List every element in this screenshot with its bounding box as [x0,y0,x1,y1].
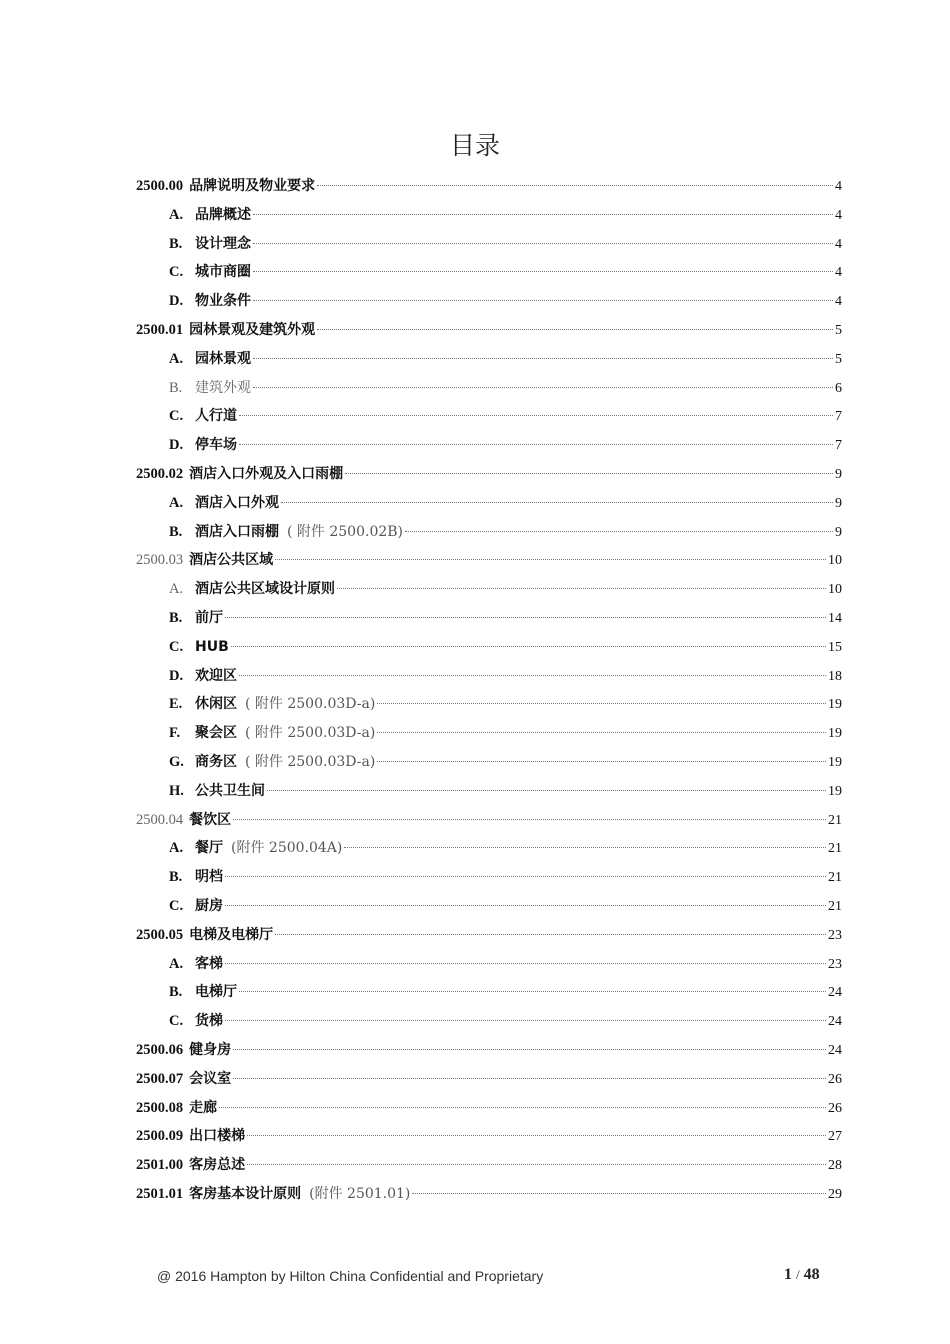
toc-entry-label: 欢迎区 [195,667,237,684]
toc-dot-leader [253,213,833,215]
toc-entry-label: 出口楼梯 [189,1128,246,1145]
toc-entry-code: A. [169,494,184,511]
toc-entry-page: 19 [828,726,842,742]
toc-entry-code: A. [169,840,184,857]
toc-entry-page: 24 [828,1014,842,1030]
toc-entry[interactable] [136,201,842,230]
toc-entry-note: (附件 2500.04A) [231,840,343,857]
toc-entry-page: 23 [828,956,842,972]
toc-dot-leader [239,990,826,992]
toc-dot-leader [377,760,826,762]
toc-entry-code: 2500.08 [136,1099,184,1116]
toc-entry-code: D. [169,667,184,684]
toc-entry-page: 9 [835,495,842,511]
toc-entry-page: 15 [828,639,842,655]
toc-entry-code: B. [169,523,183,540]
toc-entry-label: 人行道 [195,408,237,425]
toc-entry-note: (附件 2501.01) [309,1185,411,1202]
toc-entry-page: 26 [828,1100,842,1116]
toc-entry[interactable] [136,1007,842,1036]
toc-entry-code: C. [169,264,184,281]
toc-entry-page: 24 [828,985,842,1001]
toc-dot-leader [377,731,826,733]
toc-entry[interactable] [136,1151,842,1180]
toc-entry[interactable] [136,777,842,806]
toc-entry-code: C. [169,408,184,425]
toc-dot-leader [253,386,833,388]
toc-entry-code: H. [169,782,184,799]
footer-copyright: @ 2016 Hampton by Hilton China Confidential and Proprietary [157,1268,544,1284]
toc-entry-code: D. [169,293,184,310]
toc-entry-label: 酒店公共区域 [189,552,274,569]
toc-dot-leader [275,933,826,935]
toc-entry-page: 21 [828,898,842,914]
toc-dot-leader [317,328,833,330]
toc-entry[interactable] [136,575,842,604]
toc-entry-code: A. [169,350,184,367]
toc-dot-leader [345,472,833,474]
toc-entry-label: 酒店入口雨棚 [195,523,279,540]
toc-entry-code: C. [169,638,184,655]
toc-dot-leader [253,357,833,359]
toc-entry-code: 2500.05 [136,926,184,943]
toc-entry-page: 7 [835,438,842,454]
toc-entry-code: 2500.00 [136,178,184,194]
toc-entry-label: 商务区 [195,753,237,770]
toc-entry[interactable] [136,1065,842,1094]
toc-entry-label: 走廊 [189,1099,218,1116]
toc-entry-page: 4 [835,265,842,281]
toc-entry-code: B. [169,984,183,1001]
toc-entry-code: 2500.07 [136,1070,184,1087]
toc-entry-code: E. [169,696,183,713]
toc-entry-label: 聚会区 [195,725,237,742]
toc-entry-label: 品牌概述 [195,206,251,223]
toc-entry-note: ( 附件 2500.03D-a) [245,753,376,770]
toc-entry-code: 2500.01 [136,321,184,338]
toc-dot-leader [377,702,826,704]
toc-entry-label: 明档 [195,869,223,886]
toc-dot-leader [225,616,826,618]
toc-entry-page: 18 [828,668,842,684]
toc-entry-label: 设计理念 [195,235,251,252]
toc-entry-page: 19 [828,754,842,770]
toc-entry-page: 6 [835,380,842,396]
toc-dot-leader [337,587,826,589]
toc-dot-leader [412,1192,826,1194]
toc-entry[interactable] [136,978,842,1007]
toc-dot-leader [253,270,833,272]
toc-dot-leader [247,1134,826,1136]
toc-entry-label: 城市商圈 [195,264,251,281]
toc-entry[interactable] [136,748,842,777]
toc-entry-label: 公共卫生间 [195,782,265,799]
toc-entry[interactable] [136,489,842,518]
toc-dot-leader [239,414,833,416]
toc-entry-page: 26 [828,1071,842,1087]
toc-entry[interactable] [136,546,842,575]
toc-dot-leader [219,1106,826,1108]
toc-entry-page: 9 [835,466,842,482]
toc-dot-leader [281,501,833,503]
page-current: 1 [784,1266,792,1283]
toc-entry[interactable] [136,662,842,691]
toc-entry-code: B. [169,235,183,252]
toc-entry-page: 4 [835,236,842,252]
toc-entry-code: B. [169,609,183,626]
toc-entry[interactable] [136,892,842,921]
toc-entry-page: 4 [835,294,842,310]
toc-entry-label: HUB [195,638,229,655]
toc-dot-leader [225,875,826,877]
toc-entry-page: 4 [835,207,842,223]
toc-entry-label: 厨房 [195,897,223,914]
toc-entry-label: 酒店入口外观及入口雨棚 [189,465,344,482]
toc-dot-leader [275,558,826,560]
toc-entry-label: 建筑外观 [195,379,251,396]
toc-dot-leader [239,674,826,676]
toc-entry-label: 会议室 [189,1070,232,1087]
toc-entry-code: A. [169,206,184,223]
toc-entry-page: 19 [828,697,842,713]
toc-entry-label: 货梯 [195,1013,223,1030]
toc-entry[interactable] [136,230,842,259]
page-title: 目录 [449,131,500,160]
toc-entry[interactable] [136,460,842,489]
toc-dot-leader [239,443,833,445]
toc-entry[interactable] [136,950,842,979]
toc-dot-leader [233,1048,826,1050]
toc-entry-label: 客房基本设计原则 [189,1185,302,1202]
table-of-contents [136,172,842,1209]
toc-dot-leader [267,789,826,791]
toc-entry-label: 园林景观及建筑外观 [189,321,316,338]
toc-entry[interactable] [136,633,842,662]
toc-entry-page: 21 [828,812,842,828]
toc-entry-page: 28 [828,1158,842,1174]
page-total: 48 [803,1266,820,1283]
toc-entry-label: 休闲区 [195,696,237,713]
toc-entry-label: 物业条件 [195,293,251,310]
page-separator: / [796,1267,800,1282]
toc-entry[interactable] [136,806,842,835]
toc-entry-page: 19 [828,783,842,799]
toc-entry[interactable] [136,719,842,748]
toc-entry-page: 10 [828,553,842,569]
page-number [784,1266,820,1284]
toc-entry[interactable] [136,402,842,431]
toc-entry-page: 27 [828,1129,842,1145]
toc-entry-page: 14 [828,610,842,626]
toc-dot-leader [233,1077,826,1079]
toc-entry[interactable] [136,921,842,950]
toc-dot-leader [253,299,833,301]
toc-entry-note: ( 附件 2500.03D-a) [245,696,376,713]
toc-entry-page: 21 [828,870,842,886]
toc-dot-leader [344,846,826,848]
toc-entry-label: 停车场 [195,437,237,454]
toc-entry-label: 电梯厅 [195,984,237,1001]
toc-entry[interactable] [136,604,842,633]
toc-entry[interactable] [136,431,842,460]
toc-entry[interactable] [136,1180,842,1209]
toc-entry[interactable] [136,374,842,403]
toc-entry-page: 5 [835,322,842,338]
toc-entry-code: C. [169,1013,184,1030]
toc-entry-code: B. [169,869,183,886]
toc-entry[interactable] [136,518,842,547]
toc-entry-label: 前厅 [195,609,223,626]
toc-dot-leader [317,184,833,186]
toc-entry[interactable] [136,1094,842,1123]
toc-entry[interactable] [136,287,842,316]
toc-entry-note: ( 附件 2500.03D-a) [245,725,376,742]
toc-entry-code: G. [169,753,184,770]
toc-entry[interactable] [136,834,842,863]
toc-entry[interactable] [136,1036,842,1065]
toc-entry-code: 2501.01 [136,1185,184,1202]
toc-entry-page: 10 [828,582,842,598]
toc-dot-leader [225,962,826,964]
toc-entry-page: 23 [828,927,842,943]
toc-entry[interactable] [136,690,842,719]
toc-entry-page: 24 [828,1042,842,1058]
toc-entry-page: 21 [828,841,842,857]
toc-dot-leader [231,645,826,647]
toc-entry[interactable] [136,345,842,374]
toc-entry-page: 9 [835,524,842,540]
toc-entry-code: A. [169,955,184,972]
toc-entry-label: 酒店入口外观 [195,494,279,511]
toc-entry-label: 电梯及电梯厅 [189,926,274,943]
toc-dot-leader [405,530,833,532]
toc-entry-code: 2500.06 [136,1041,184,1058]
toc-entry-label: 健身房 [189,1041,232,1058]
toc-entry-code: 2500.03 [136,552,184,569]
toc-dot-leader [225,904,826,906]
toc-entry-label: 餐饮区 [189,811,232,828]
toc-entry-note: ( 附件 2500.02B) [287,523,404,540]
toc-entry-label: 客房总述 [189,1157,246,1174]
toc-entry-label: 餐厅 [195,840,223,857]
toc-entry-code: 2500.02 [136,465,184,482]
toc-entry-code: 2500.04 [136,811,184,828]
toc-entry-label: 酒店公共区域设计原则 [195,581,335,598]
toc-entry-code: C. [169,897,184,914]
toc-entry[interactable] [136,316,842,345]
toc-entry-code: A. [169,581,184,598]
toc-entry[interactable] [136,863,842,892]
toc-entry[interactable] [136,258,842,287]
toc-entry-label: 品牌说明及物业要求 [189,178,316,194]
toc-entry-page: 29 [828,1186,842,1202]
toc-entry[interactable] [136,172,842,201]
toc-entry-page: 5 [835,351,842,367]
toc-dot-leader [233,818,826,820]
toc-entry-label: 客梯 [195,955,223,972]
toc-entry-code: F. [169,725,181,742]
toc-dot-leader [225,1019,826,1021]
toc-dot-leader [253,242,833,244]
toc-entry-page: 7 [835,409,842,425]
toc-entry-code: 2500.09 [136,1128,184,1145]
toc-entry-code: B. [169,379,183,396]
toc-entry-code: 2501.00 [136,1157,184,1174]
toc-entry-label: 园林景观 [195,350,251,367]
toc-entry-code: D. [169,437,184,454]
toc-entry[interactable] [136,1122,842,1151]
toc-entry-page: 4 [835,179,842,194]
toc-dot-leader [247,1163,826,1165]
